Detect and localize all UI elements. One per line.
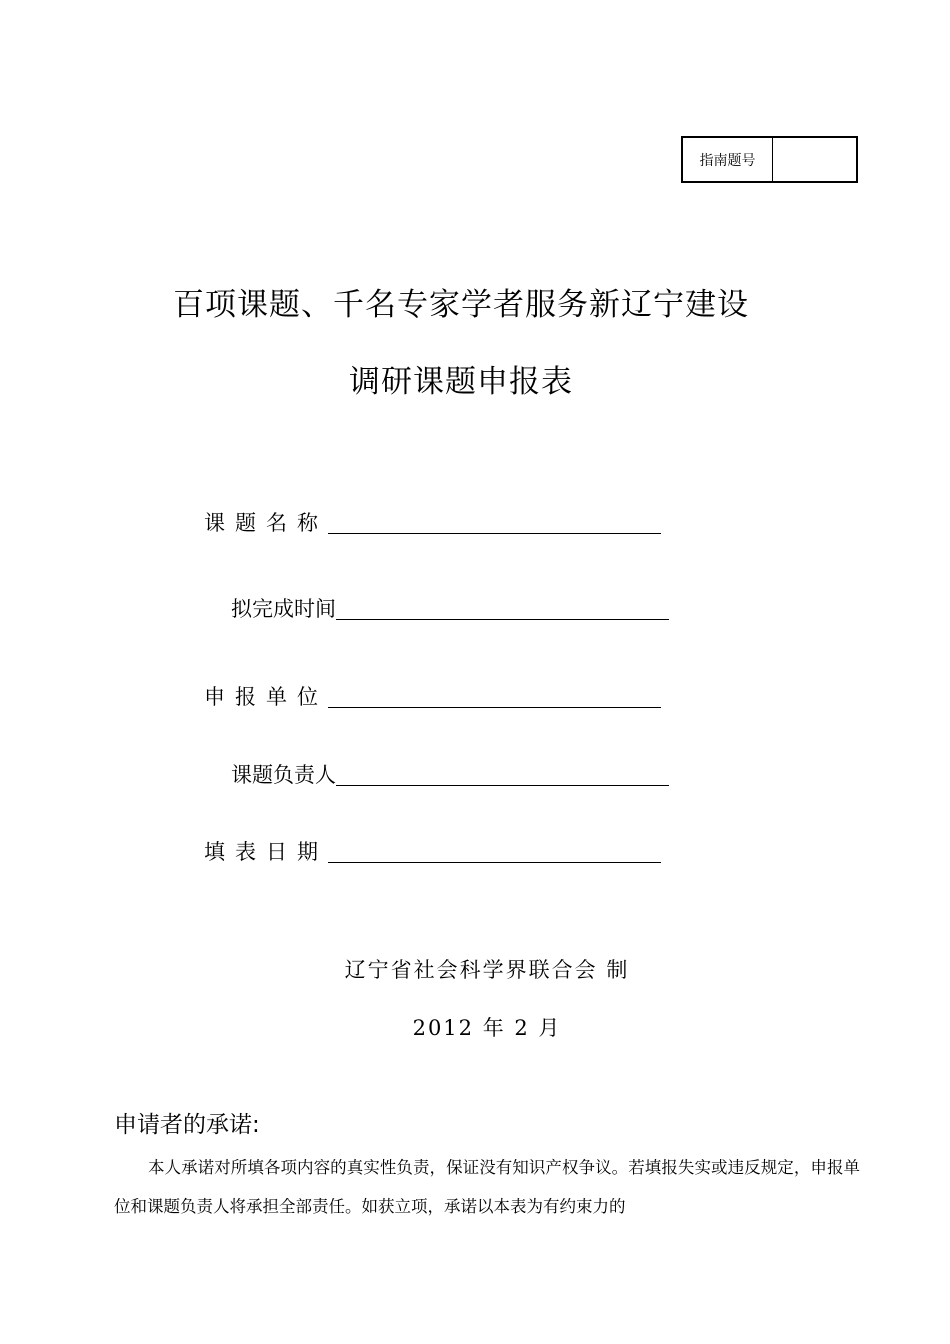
- issuing-organization: 辽宁省社会科学界联合会 制: [344, 958, 630, 982]
- fill-date-input[interactable]: [328, 842, 661, 863]
- applicant-unit-field: [204, 681, 661, 711]
- fill-date-field: [204, 836, 661, 866]
- topic-name-label: 课题名称: [204, 511, 328, 535]
- project-leader-field: [231, 759, 669, 789]
- project-leader-label: 课题负责人: [231, 763, 336, 787]
- form-title-line2: 调研课题申报表: [349, 364, 573, 400]
- promise-paragraph: 本人承诺对所填各项内容的真实性负责，保证没有知识产权争议。若填报失实或违反规定，申报单位和课题负责人将承担全部责任。如获立项，承诺以本表为有约束力的: [114, 1158, 860, 1216]
- applicant-unit-input[interactable]: [328, 687, 661, 708]
- completion-time-input[interactable]: [336, 599, 669, 620]
- form-title-line1: 百项课题、千名专家学者服务新辽宁建设: [173, 287, 749, 323]
- issue-date: 2012 年 2 月: [412, 1016, 562, 1040]
- guide-number-label: 指南题号: [683, 138, 773, 181]
- completion-time-label: 拟完成时间: [231, 597, 336, 621]
- applicant-unit-label: 申报单位: [204, 685, 328, 709]
- project-leader-input[interactable]: [336, 765, 669, 786]
- promise-heading: 申请者的承诺:: [114, 1112, 260, 1138]
- completion-time-field: [231, 593, 669, 623]
- guide-number-field[interactable]: [773, 138, 856, 181]
- topic-name-input[interactable]: [328, 513, 661, 534]
- topic-name-field: [204, 507, 661, 537]
- guide-number-box: [681, 136, 858, 183]
- fill-date-label: 填表日期: [204, 840, 328, 864]
